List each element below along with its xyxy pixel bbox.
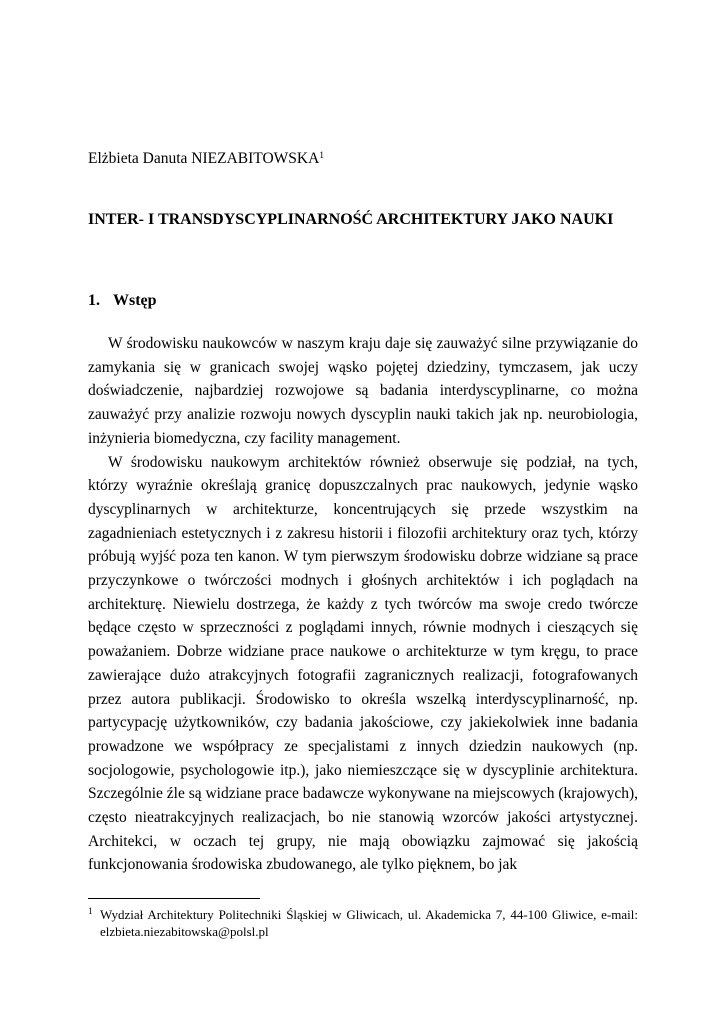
paragraph-2: W środowisku naukowym architektów również obserwuje się podział, na tych, którzy wyraźnie określają granicę dopuszczalnych prac naukowych, jedynie wąsko dyscyplinarnych w architekturze, koncentrujących się przede wszystkim na zagadnieniach estetycznych i z zakresu historii i filozofii architektury oraz tych, którzy próbują wyjść poza ten kanon. W tym pierwszym środowisku dobrze widziane są prace przyczynkowe o twórczości modnych i głośnych architektów i ich poglądach na architekturę. Niewielu dostrzega, że każdy z tych twórców ma swoje credo twórcze będące często w sprzeczności z poglądami innych, równie modnych i cieszących się poważaniem. Dobrze widziane prace naukowe o architekturze w tym kręgu, to prace zawierające dużo atrakcyjnych fotografii zagranicznych realizacji, fotografowanych przez autora publikacji. Środowisko to określa wszelką interdyscyplinarność, np. partycypację użytkowników, czy badania jakościowe, czy jakiekolwiek inne badania prowadzone we współpracy ze specjalistami z innych dziedzin naukowych (np. socjologowie, psychologowie itp.), jako niemieszczące się w dyscyplinie architektura. Szczególnie źle są widziane prace badawcze wykonywane na miejscowych (krajowych), często nieatrakcyjnych realizacjach, bo nie stanowią wzorców jakości artystycznej. Architekci, w oczach tej grupy, nie mają obowiązku zajmować się jakością funkcjonowania środowiska zbudowanego, ale tylko pięknem, bo jak bbox=[88, 453, 639, 874]
footnote-separator bbox=[88, 898, 260, 899]
footnote-text: Wydział Architektury Politechniki Śląskiej w Gliwicach, ul. Akademicka 7, 44-100 Gliwice, e-mail: elzbieta.niezabitowska@polsl.pl bbox=[100, 907, 638, 939]
footnote bbox=[88, 906, 638, 940]
footnote-number: 1 bbox=[88, 906, 93, 916]
section-title: Wstęp bbox=[113, 292, 157, 309]
section-heading bbox=[88, 290, 157, 312]
author-footnote-mark: 1 bbox=[319, 151, 325, 161]
section-number: 1. bbox=[88, 292, 100, 309]
author-line bbox=[88, 149, 324, 169]
paper-title: INTER- I TRANSDYSCYPLINARNOŚĆ ARCHITEKTURY JAKO NAUKI bbox=[88, 211, 614, 228]
body-text bbox=[88, 332, 638, 877]
author-name: Elżbieta Danuta NIEZABITOWSKA bbox=[88, 150, 320, 167]
paragraph-1: W środowisku naukowców w naszym kraju daje się zauważyć silne przywiązanie do zamykania się w granicach swojej wąsko pojętej dziedziny, tymczasem, jak uczy doświadczenie, najbardziej rozwojowe są badania interdyscyplinarne, co można zauważyć przy analizie rozwoju nowych dyscyplin nauki takich jak np. neurobiologia, inżynieria biomedyczna, czy facility management. bbox=[88, 335, 638, 447]
